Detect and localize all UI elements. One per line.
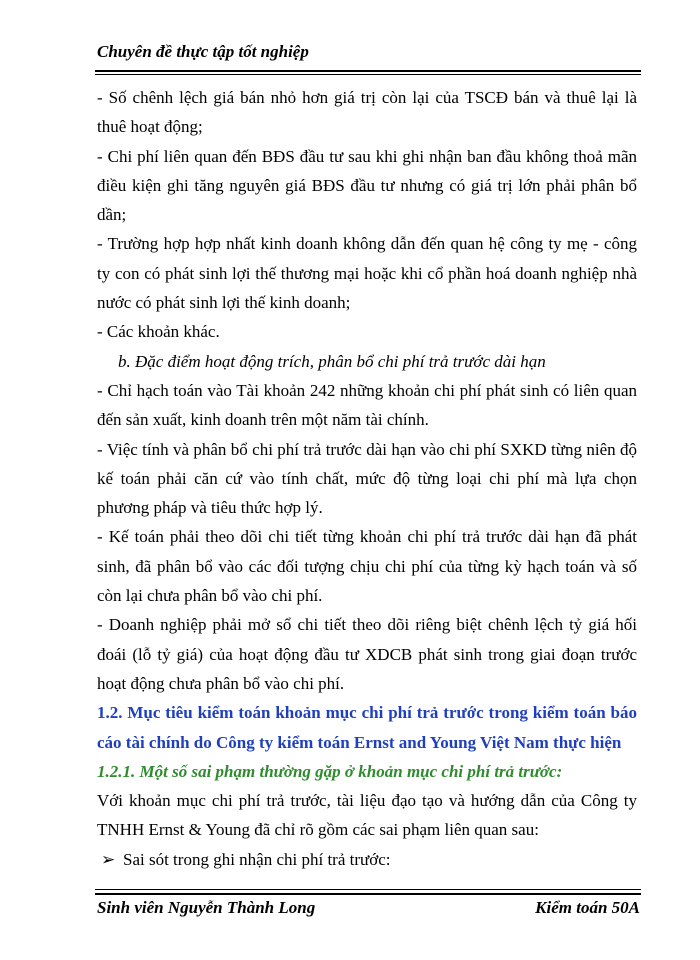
arrow-bullet-icon: ➢ xyxy=(101,849,116,869)
footer-class: Kiểm toán 50A xyxy=(535,898,640,917)
document-body xyxy=(97,83,637,874)
paragraph-8: - Doanh nghiệp phải mở sổ chi tiết theo dõi riêng biệt chênh lệch tỷ giá hối đoái (lỗ tỷ giá) của hoạt động đầu tư XDCB phát sinh trong giai đoạn trước hoạt động chưa phân bổ vào chi phí. xyxy=(97,615,637,693)
header-rule-thin xyxy=(95,74,641,75)
bullet-text: Sai sót trong ghi nhận chi phí trả trước: xyxy=(123,849,391,869)
subheading-b: b. Đặc điểm hoạt động trích, phân bổ chi phí trả trước dài hạn xyxy=(118,351,546,371)
section-heading-1-2: 1.2. Mục tiêu kiểm toán khoản mục chi phí trả trước trong kiểm toán báo cáo tài chính do Công ty kiểm toán Ernst and Young Việt Nam thực hiện xyxy=(97,703,637,752)
paragraph-2: - Chi phí liên quan đến BĐS đầu tư sau khi ghi nhận ban đầu không thoả mãn điều kiện ghi tăng nguyên giá BĐS đầu tư nhưng có giá trị lớn phải phân bổ dần; xyxy=(97,146,637,225)
paragraph-6: - Việc tính và phân bổ chi phí trả trước dài hạn vào chi phí SXKD từng niên độ kế toán phải căn cứ vào tính chất, mức độ từng loại chi phí mà lựa chọn phương pháp và tiêu thức hợp lý. xyxy=(97,439,637,518)
paragraph-7: - Kế toán phải theo dõi chi tiết từng khoản chi phí trả trước dài hạn đã phát sinh, đã phân bổ vào các đối tượng chịu chi phí của từng kỳ hạch toán và số còn lại chưa phân bổ vào chi phí. xyxy=(97,527,637,606)
page-header-title: Chuyên đề thực tập tốt nghiệp xyxy=(97,42,309,61)
paragraph-5: - Chỉ hạch toán vào Tài khoản 242 những khoản chi phí phát sinh có liên quan đến sản xuất, kinh doanh trên một năm tài chính. xyxy=(97,380,637,430)
paragraph-1: - Số chênh lệch giá bán nhỏ hơn giá trị còn lại của TSCĐ bán và thuê lại là thuê hoạt động; xyxy=(97,88,637,137)
footer-rule xyxy=(95,893,641,895)
footer-student-name: Sinh viên Nguyễn Thành Long xyxy=(97,898,316,917)
section-heading-1-2-1: 1.2.1. Một số sai phạm thường gặp ở khoản mục chi phí trả trước: xyxy=(97,761,563,781)
paragraph-4: - Các khoản khác. xyxy=(97,322,220,342)
paragraph-9: Với khoản mục chi phí trả trước, tài liệu đạo tạo và hướng dẫn của Công ty TNHH Ernst & Young đã chỉ rõ gồm các sai phạm liên quan sau: xyxy=(97,791,637,840)
header-rule xyxy=(95,70,641,72)
footer-rule-thin xyxy=(95,889,641,890)
paragraph-3: - Trường hợp hợp nhất kinh doanh không dẫn đến quan hệ công ty mẹ - công ty con có phát sinh lợi thế thương mại hoặc khi cổ phần hoá doanh nghiệp nhà nước có phát sinh lợi thế kinh doanh; xyxy=(97,234,637,313)
bullet-item xyxy=(97,845,637,874)
